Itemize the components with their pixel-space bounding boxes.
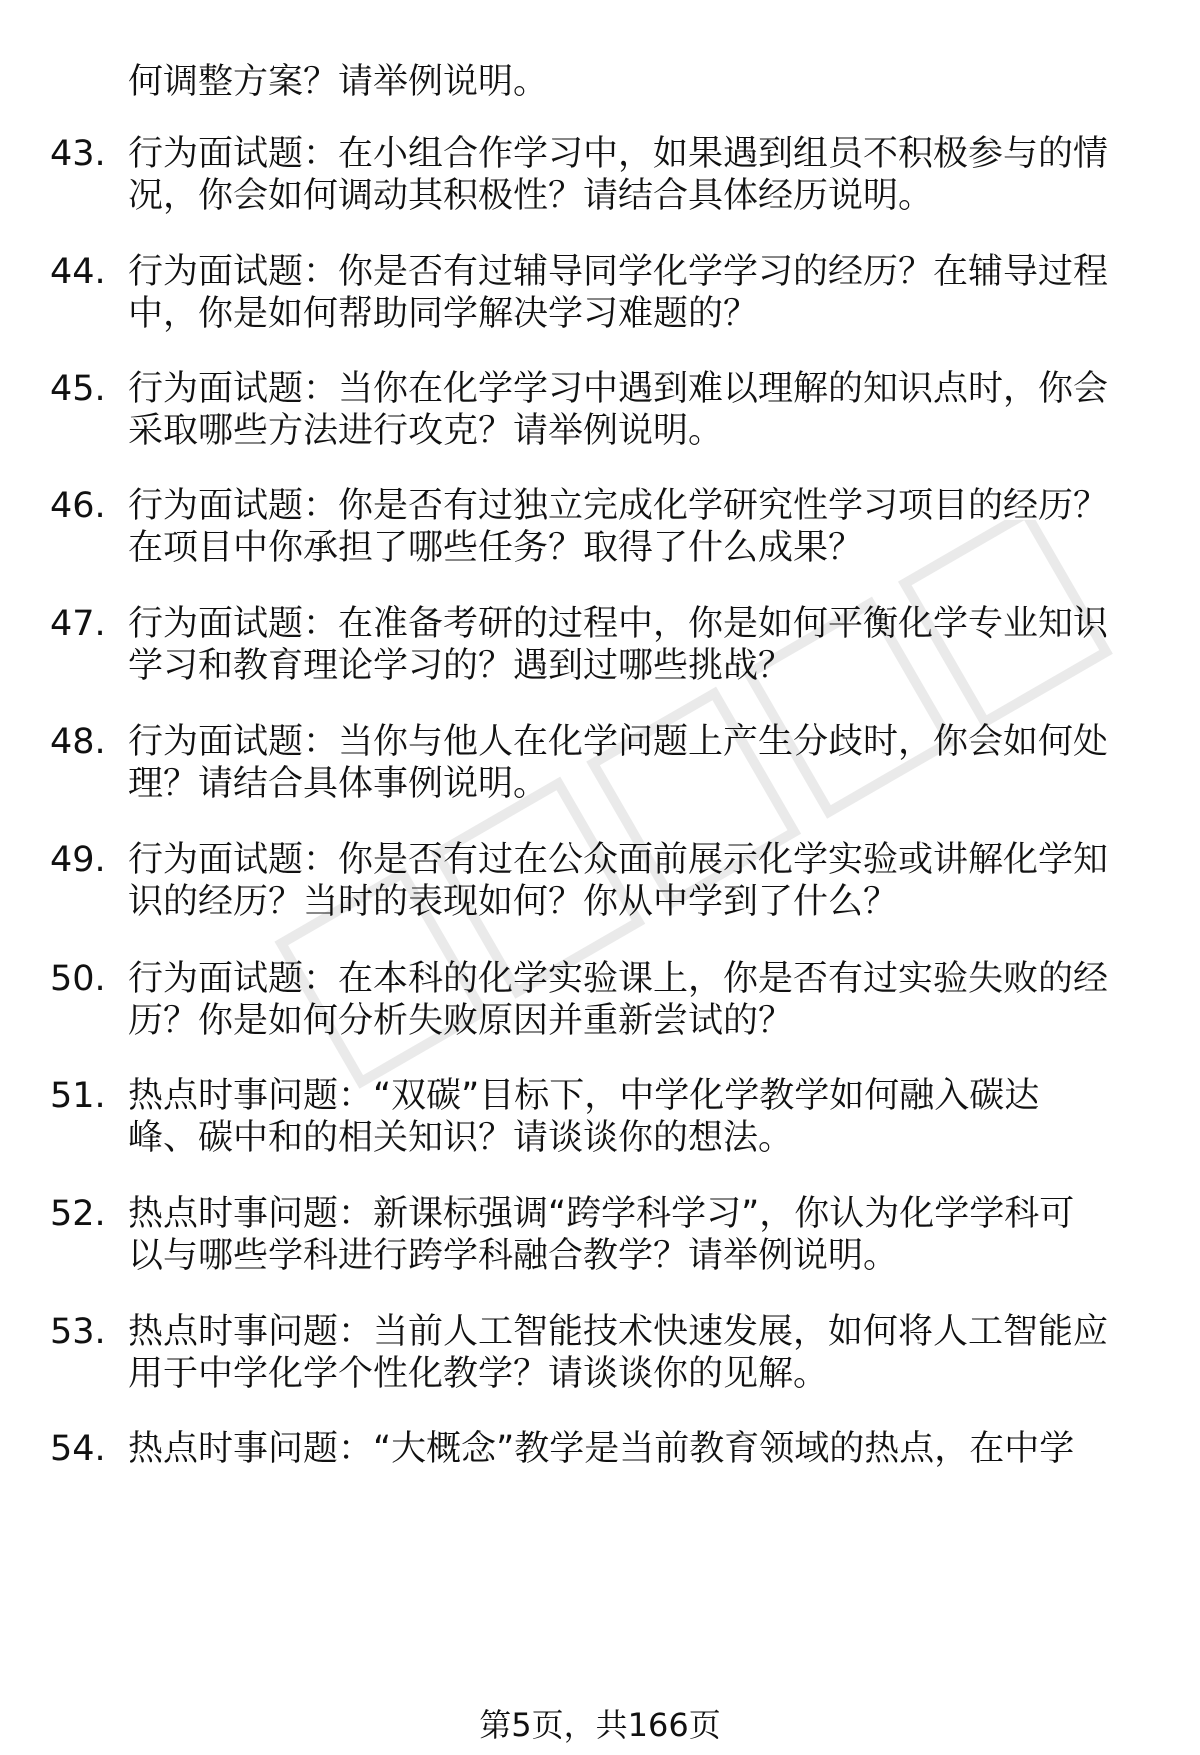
item-number: 52. bbox=[50, 1194, 106, 1234]
item-line: 采取哪些方法进行攻克？请举例说明。 bbox=[128, 411, 724, 451]
item-line: 中，你是如何帮助同学解决学习难题的？ bbox=[128, 294, 759, 334]
item-line: 行为面试题：当你在化学学习中遇到难以理解的知识点时，你会 bbox=[128, 369, 1109, 409]
item-line: 峰、碳中和的相关知识？请谈谈你的想法。 bbox=[128, 1118, 794, 1158]
item-line: 热点时事问题：“大概念”教学是当前教育领域的热点，在中学 bbox=[128, 1429, 1075, 1469]
item-line: 以与哪些学科进行跨学科融合教学？请举例说明。 bbox=[128, 1236, 899, 1276]
item-number: 48. bbox=[50, 722, 106, 762]
item-line: 何调整方案？请举例说明。 bbox=[128, 62, 549, 102]
item-number: 46. bbox=[50, 486, 106, 526]
item-line: 行为面试题：在小组合作学习中，如果遇到组员不积极参与的情 bbox=[128, 134, 1109, 174]
item-number: 54. bbox=[50, 1429, 106, 1469]
item-line: 在项目中你承担了哪些任务？取得了什么成果？ bbox=[128, 528, 864, 568]
item-line: 况，你会如何调动其积极性？请结合具体经历说明。 bbox=[128, 176, 934, 216]
item-line: 理？请结合具体事例说明。 bbox=[128, 764, 549, 804]
item-line: 识的经历？当时的表现如何？你从中学到了什么？ bbox=[128, 882, 899, 922]
item-number: 49. bbox=[50, 840, 106, 880]
item-line: 行为面试题：你是否有过独立完成化学研究性学习项目的经历？ bbox=[128, 486, 1109, 526]
item-line: 历？你是如何分析失败原因并重新尝试的？ bbox=[128, 1001, 794, 1041]
item-line: 行为面试题：在本科的化学实验课上，你是否有过实验失败的经 bbox=[128, 959, 1109, 999]
item-line: 用于中学化学个性化教学？请谈谈你的见解。 bbox=[128, 1354, 829, 1394]
page-footer: 第5页，共166页 bbox=[479, 1706, 721, 1744]
item-number: 43. bbox=[50, 134, 106, 174]
item-line: 热点时事问题：“双碳”目标下，中学化学教学如何融入碳达 bbox=[128, 1076, 1040, 1116]
item-number: 51. bbox=[50, 1076, 106, 1116]
item-line: 行为面试题：在准备考研的过程中，你是如何平衡化学专业知识 bbox=[128, 604, 1109, 644]
item-number: 44. bbox=[50, 252, 106, 292]
item-number: 53. bbox=[50, 1312, 106, 1352]
item-line: 学习和教育理论学习的？遇到过哪些挑战？ bbox=[128, 646, 794, 686]
item-number: 45. bbox=[50, 369, 106, 409]
item-line: 行为面试题：你是否有过在公众面前展示化学实验或讲解化学知 bbox=[128, 840, 1109, 880]
item-number: 47. bbox=[50, 604, 106, 644]
item-line: 热点时事问题：当前人工智能技术快速发展，如何将人工智能应 bbox=[128, 1312, 1109, 1352]
item-line: 行为面试题：当你与他人在化学问题上产生分歧时，你会如何处 bbox=[128, 722, 1109, 762]
item-line: 热点时事问题：新课标强调“跨学科学习”，你认为化学学科可 bbox=[128, 1194, 1075, 1234]
item-line: 行为面试题：你是否有过辅导同学化学学习的经历？在辅导过程 bbox=[128, 252, 1109, 292]
item-number: 50. bbox=[50, 959, 106, 999]
